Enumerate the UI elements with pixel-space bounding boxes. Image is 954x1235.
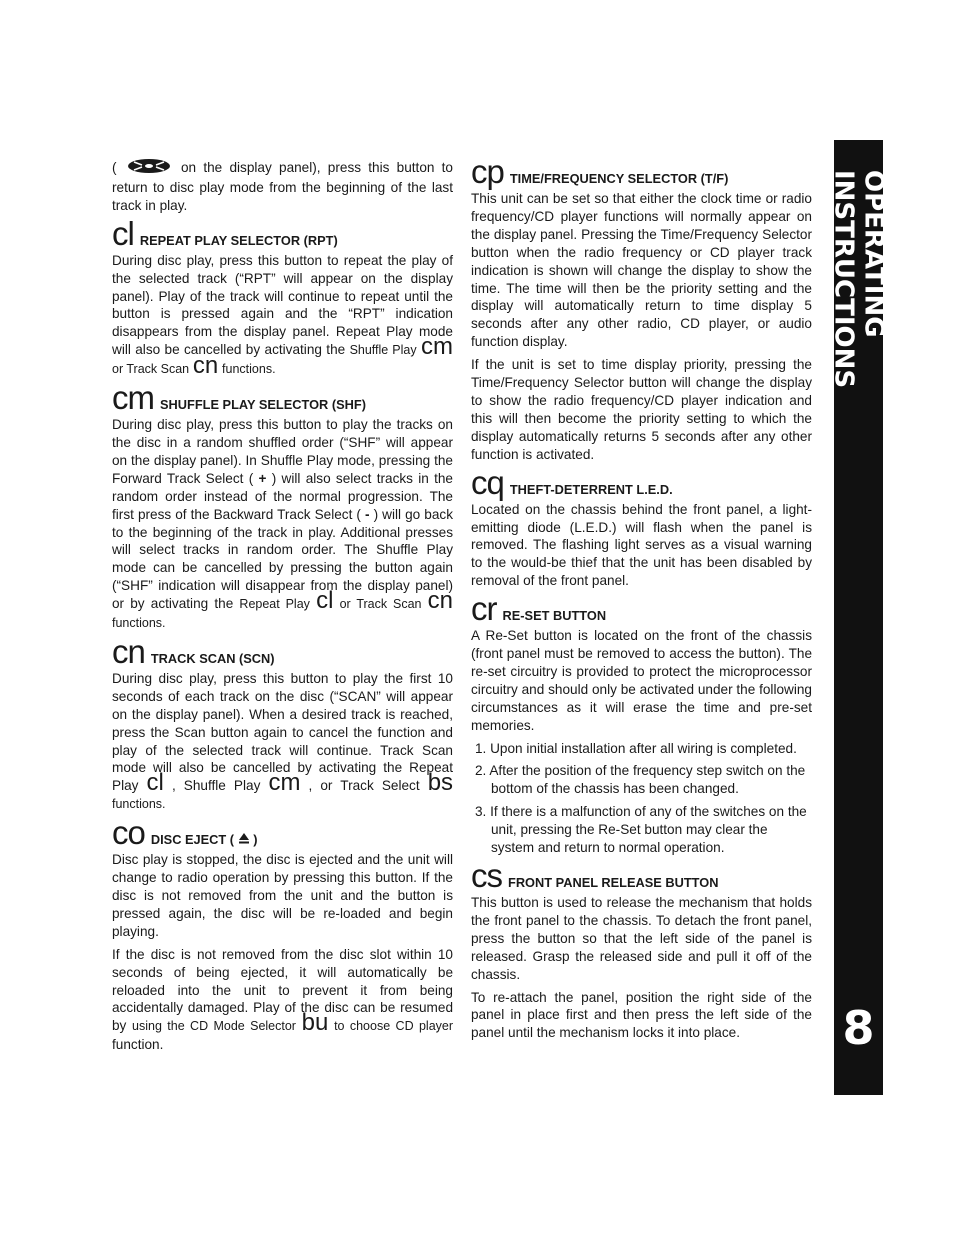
timefreq-body-2: If the unit is set to time display priority, pressing the Time/Frequency Selector button will change the display to show the radio frequency/CD player indication and this will then become the priority setting to which the display automatically returns 5 seconds after any other function is activated. (471, 357, 812, 462)
eject-section (112, 814, 454, 1054)
theft-body: Located on the chassis behind the front panel, a light-emitting diode (L.E.D.) will flash when the panel is removed. The flashing light serves as a visual warning to the would-be thief that the unit has been disabled by removal of the front panel. (471, 501, 812, 589)
reset-section (471, 590, 812, 857)
shuffle-body: During disc play, press this button to play the tracks on the disc in a random shuffled order (“SHF” will appear on the display panel). In Shuffle Play mode, pressing the Forward Track Select ( + ) will also select tracks in the random order instead of the normal progression. The first press of the Backward Track Select ( - ) will go back to the beginning of the track in play. Additional presses will select tracks in random order. The Shuffle Play mode can be cancelled by pressing the button again (“SHF” indication will disappear from the display panel) or by activating the Repeat Play cl or Track Scan cn functions. (112, 417, 454, 631)
timefreq-body-1: This unit can be set so that either the clock time or radio frequency/CD player functions will normally appear on the display panel. Pressing the Time/Frequency Selector button when the radio frequency or CD player track indication is shown will change the display to show the time. The time will then be the priority setting and the display will automatically return to time display 5 seconds after any other radio, CD player, or audio function display. (471, 191, 812, 350)
eject-title: DISC EJECT ( ) (150, 832, 258, 848)
disc-icon (124, 158, 174, 179)
release-symbol: cs (471, 857, 502, 894)
list-item: 3. If there is a malfunction of any of the switches on the unit, pressing the Re-Set button may clear the system and return to normal operation. (475, 804, 807, 856)
eject-symbol: co (112, 814, 145, 852)
release-section (471, 857, 812, 1042)
eject-body-1: Disc play is stopped, the disc is ejected and the unit will change to radio operation by pressing this button. If the disc is not removed from the unit and the button is pressed again, the disc will be re-loaded and begin playing. (112, 852, 453, 939)
right-column (471, 153, 812, 1047)
intro-paragraph: ( on the display panel), press this button to return to disc play mode from the beginning of the last track in play. (112, 158, 453, 215)
eject-icon (238, 832, 254, 847)
theft-section (471, 463, 812, 591)
list-item: 2. After the position of the frequency step switch on the bottom of the chassis has been changed. (475, 763, 806, 797)
sidebar-tab (828, 140, 889, 1095)
theft-symbol: cq (471, 463, 504, 501)
reset-symbol: cr (471, 590, 497, 628)
repeat-body: During disc play, press this button to repeat the play of the selected track (“RPT” will appear on the display panel). Play of the track will continue to repeat until the button is pressed again and the “RPT” indication disappears from the display panel. Repeat Play mode will also be cancelled by activating the Shuffle Play cm or Track Scan cn functions. (112, 252, 453, 380)
scan-title: TRACK SCAN (SCN) (150, 650, 275, 666)
scan-section (112, 632, 454, 814)
reset-title: RE-SET BUTTON (502, 608, 607, 624)
reset-list (471, 740, 812, 857)
release-title: FRONT PANEL RELEASE BUTTON (508, 875, 719, 890)
left-column (112, 158, 453, 1059)
repeat-symbol: cl (112, 214, 134, 252)
repeat-section (112, 214, 453, 380)
shuffle-symbol: cm (112, 379, 154, 417)
shuffle-title: SHUFFLE PLAY SELECTOR (SHF) (160, 397, 366, 413)
shuffle-section (112, 379, 454, 633)
release-body-1: This button is used to release the mechanism that holds the front panel to the chassis. To detach the front panel, press the button so that the left side of the panel is released. Grasp the released side and pull it off of the chassis. (471, 895, 812, 982)
timefreq-section (471, 153, 812, 464)
timefreq-symbol: cp (471, 153, 504, 190)
release-body-2: To re-attach the panel, position the right side of the panel in place first and then press the left side of the panel until the mechanism locks it into place. (471, 989, 812, 1041)
page-number: 8 (842, 1001, 875, 1055)
list-item: 1. Upon initial installation after all wiring is completed. (475, 740, 797, 756)
theft-title: THEFT-DETERRENT L.E.D. (509, 481, 673, 497)
repeat-title: REPEAT PLAY SELECTOR (RPT) (139, 232, 338, 248)
timefreq-title: TIME/FREQUENCY SELECTOR (T/F) (509, 171, 729, 186)
sidebar-title: OPERATING INSTRUCTIONS (828, 170, 889, 389)
reset-body: A Re-Set button is located on the front of the chassis (front panel must be removed to access the button). The re-set circuitry is provided to protect the microprocessor circuitry and should only be activated under the following circumstances as it will erase the time and pre-set memories. (471, 628, 812, 733)
scan-symbol: cn (112, 632, 145, 670)
scan-body: During disc play, press this button to play the first 10 seconds of each track on the disc (“SCAN” will appear on the display panel). When a desired track is reached, press the Scan button again to cancel the function and play of the selected track will continue. Track Scan mode will also be cancelled by activating the Repeat Play cl , Shuffle Play cm , or Track Select bs functions. (112, 670, 454, 812)
eject-body-2: If the disc is not removed from the disc slot within 10 seconds of being ejected, it will automatically be reloaded into the unit to prevent it from being accidentally damaged. Play of the disc can be resumed by using the CD Mode Selector bu to choose CD player function. (112, 946, 454, 1053)
